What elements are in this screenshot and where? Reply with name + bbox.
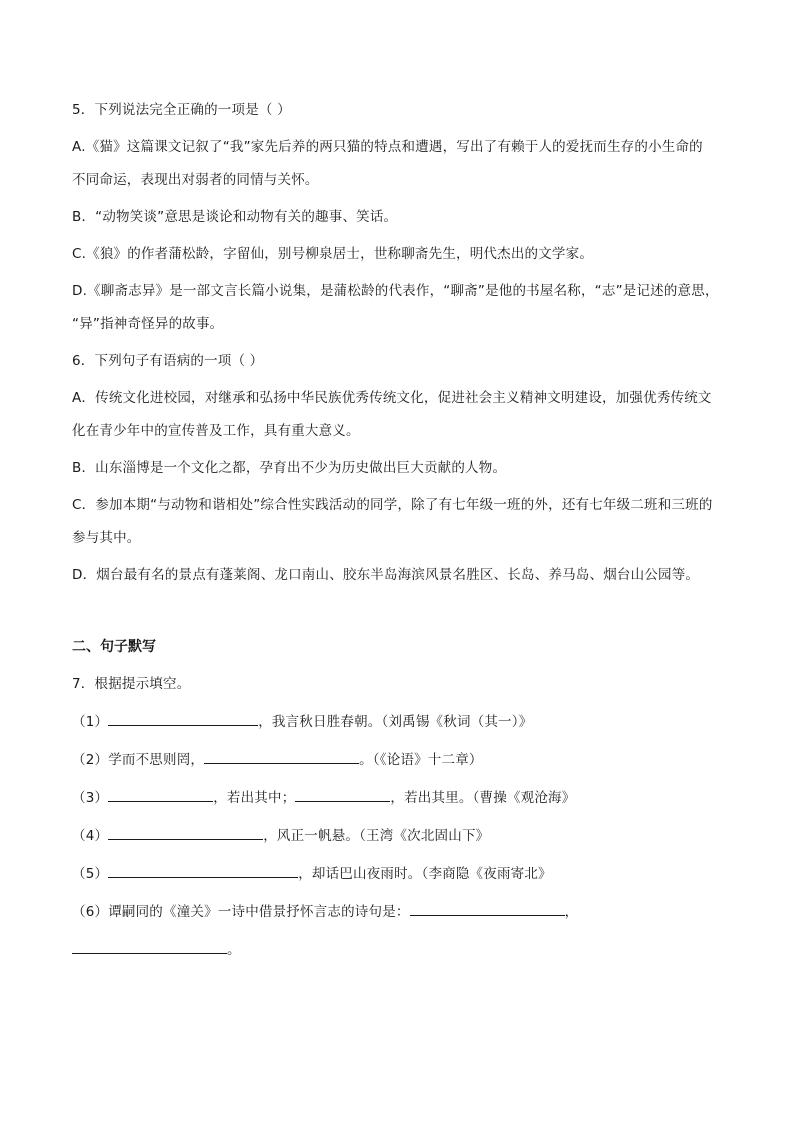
q7-item-3 [72, 787, 732, 808]
q5-stem: 5．下列说法完全正确的一项是（ ） [72, 102, 291, 118]
q6-option-d: D．烟台最有名的景点有蓬莱阁、龙口南山、胶东半岛海滨风景名胜区、长岛、养马岛、烟台山公园等。 [72, 567, 700, 583]
q6-option-c-line2: 参与其中。 [72, 530, 141, 546]
q7-item-3-blank-1[interactable] [108, 787, 213, 802]
q7-item-2 [72, 749, 732, 770]
q6-option-b: B．山东淄博是一个文化之都，孕育出不少为历史做出巨大贡献的人物。 [72, 460, 507, 476]
q5-option-a-line1: A.《猫》这篇课文记叙了“我”家先后养的两只猫的特点和遭遇，写出了有赖于人的爱抚而生存的小生命的 [72, 139, 703, 155]
section-title: 二、句子默写 [72, 639, 156, 655]
q7-item-5-suffix: ，却话巴山夜雨时。（李商隐《夜雨寄北》 [298, 866, 552, 882]
q7-item-1-prefix: （1） [72, 714, 109, 730]
q6-option-a-line2: 化在青少年中的宣传普及工作，具有重大意义。 [72, 423, 360, 439]
q5-option-d-line2: “异”指神奇怪异的故事。 [72, 316, 224, 332]
q7-item-1 [72, 711, 732, 732]
q7-item-4 [72, 825, 732, 846]
q7-item-5 [72, 863, 732, 884]
q7-item-2-suffix: 。（《论语》十二章） [359, 752, 483, 768]
q7-item-6-period: 。 [227, 942, 241, 958]
q5-option-d-line1: D.《聊斋志异》是一部文言长篇小说集，是蒲松龄的代表作，“聊斋”是他的书屋名称，“志”是记述的意思， [72, 283, 719, 299]
q5-option-c: C.《狼》的作者蒲松龄，字留仙，别号柳泉居士，世称聊斋先生，明代杰出的文学家。 [72, 246, 594, 262]
q7-item-4-suffix: ，风正一帆悬。（王湾《次北固山下》 [263, 828, 490, 844]
q7-item-6-comma: ， [564, 904, 579, 920]
q7-item-6-blank-2[interactable] [72, 939, 227, 954]
q7-item-1-suffix: ，我言秋日胜春朝。（刘禹锡《秋词（其一）》 [258, 714, 533, 730]
q7-item-6-blank-1[interactable] [410, 901, 565, 916]
q7-item-6 [72, 901, 732, 922]
q7-item-2-blank[interactable] [204, 749, 359, 764]
q7-item-4-prefix: （4） [72, 828, 109, 844]
q7-item-2-prefix: （2）学而不思则罔， [72, 752, 205, 768]
q7-item-3-blank-2[interactable] [295, 787, 390, 802]
q7-stem: 7．根据提示填空。 [72, 676, 191, 692]
q7-item-5-prefix: （5） [72, 866, 109, 882]
q7-item-3-suffix: ，若出其里。（曹操《观沧海》 [390, 790, 576, 806]
q7-item-6-continuation [72, 939, 732, 960]
q6-option-c-line1: C．参加本期“与动物和谐相处”综合性实践活动的同学，除了有七年级一班的外，还有七年级二班和三班的 [72, 497, 713, 513]
q7-item-5-blank[interactable] [108, 863, 298, 878]
q7-item-6-prefix: （6）谭嗣同的《潼关》一诗中借景抒怀言志的诗句是： [72, 904, 410, 920]
q6-option-a-line1: A．传统文化进校园，对继承和弘扬中华民族优秀传统文化，促进社会主义精神文明建设，加强优秀传统文 [72, 390, 712, 406]
q6-stem: 6．下列句子有语病的一项（ ） [72, 353, 264, 369]
q7-item-3-prefix: （3） [72, 790, 109, 806]
q7-item-1-blank[interactable] [108, 711, 258, 726]
q7-item-4-blank[interactable] [108, 825, 263, 840]
q7-item-3-middle: ，若出其中； [213, 790, 296, 806]
q5-option-a-line2: 不同命运，表现出对弱者的同情与关怀。 [72, 172, 319, 188]
q5-option-b: B．“动物笑谈”意思是谈论和动物有关的趣事、笑话。 [72, 209, 398, 225]
